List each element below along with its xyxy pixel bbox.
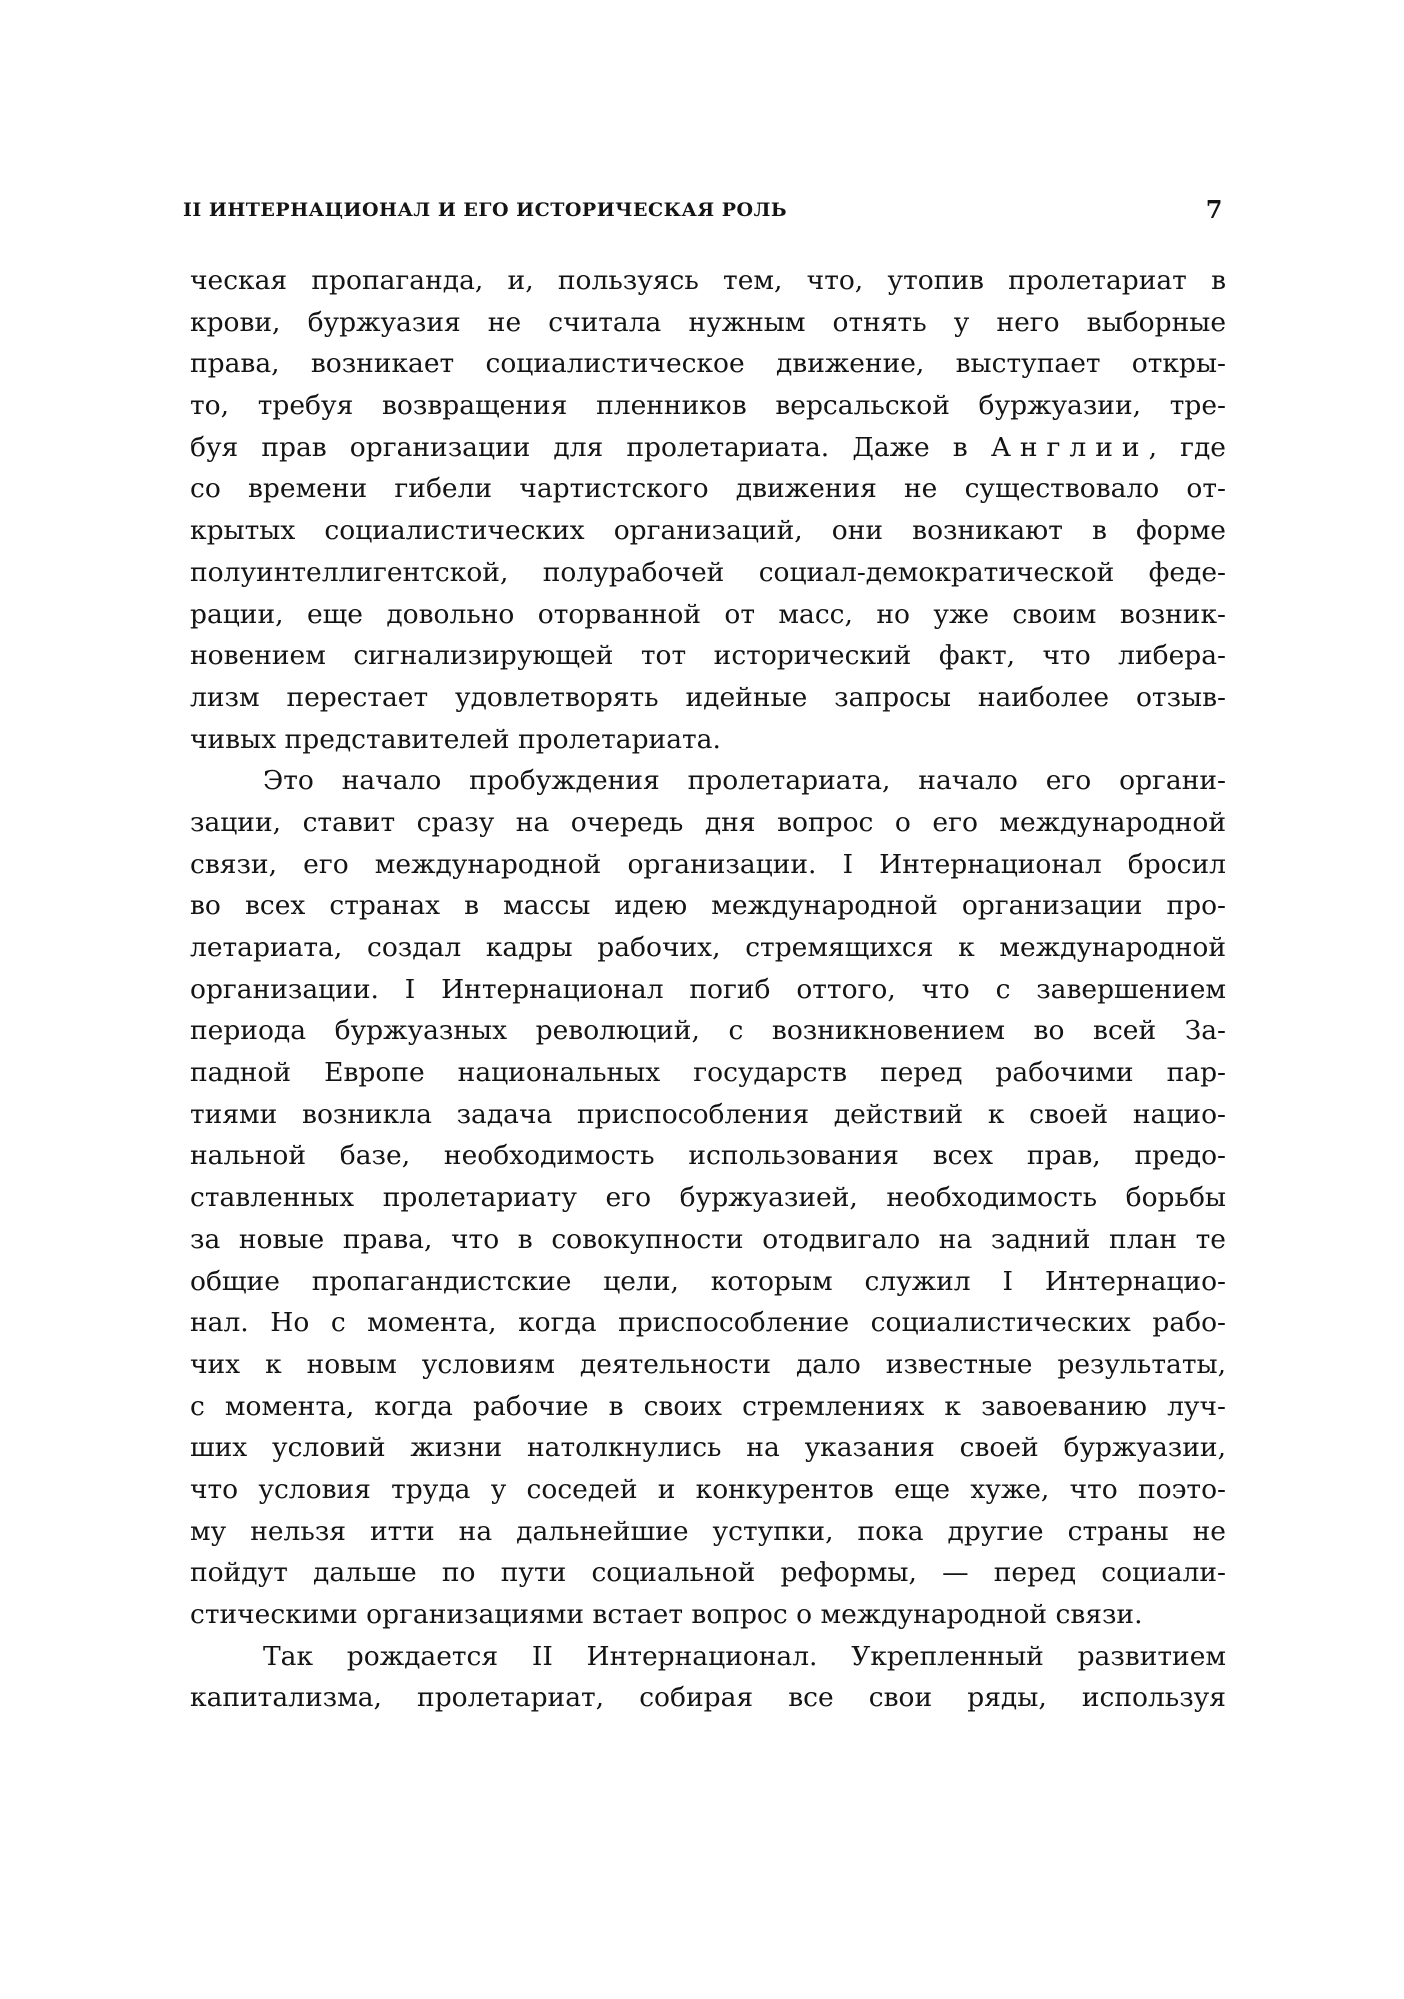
text-line: стическими организациями встает вопрос о международной связи. — [190, 1599, 1143, 1630]
text-line: му нельзя итти на дальнейшие уступки, пока другие страны не — [190, 1515, 1226, 1547]
text-line: крови, буржуазия не считала нужным отнять у него выборные — [190, 306, 1226, 338]
text-line: пойдут дальше по пути социальной реформы, — перед социали- — [190, 1557, 1226, 1589]
text-line: тиями возникла задача приспособления действий к своей нацио- — [190, 1098, 1226, 1130]
text-line: связи, его международной организации. I Интернационал бросил — [190, 848, 1226, 880]
text-line — [190, 427, 1226, 469]
text-line: нальной базе, необходимость использования всех прав, предо- — [190, 1140, 1226, 1172]
text-line: крытых социалистических организаций, они возникают в форме — [190, 515, 1226, 547]
text-line: чивых представителей пролетариата. — [190, 723, 721, 755]
text-line: организации. I Интернационал погиб оттого, что с завершением — [190, 973, 1226, 1005]
text-line: Так рождается II Интернационал. Укрепленный развитием — [263, 1640, 1226, 1672]
text-line: периода буржуазных революций, с возникновением во всей За- — [190, 1015, 1226, 1047]
page-number: 7 — [1205, 195, 1223, 224]
paragraph — [190, 1636, 1226, 1719]
text-line: ставленных пролетариату его буржуазией, необходимость борьбы — [190, 1182, 1226, 1214]
text-line: права, возникает социалистическое движение, выступает откры- — [190, 348, 1226, 380]
text-line: летариата, создал кадры рабочих, стремящихся к международной — [190, 932, 1226, 963]
text-line: лизм перестает удовлетворять идейные запросы наиболее отзыв- — [190, 681, 1226, 713]
text-line: зации, ставит сразу на очередь дня вопрос о его международной — [190, 806, 1226, 838]
text-segment: , где — [1148, 431, 1226, 463]
text-line: во всех странах в массы идею международной организации про- — [190, 890, 1226, 922]
text-line: полуинтеллигентской, полурабочей социал-демократической феде- — [190, 556, 1226, 588]
text-line: ших условий жизни натолкнулись на указания своей буржуазии, — [190, 1432, 1226, 1464]
paragraph — [190, 260, 1226, 760]
running-head — [183, 193, 1223, 227]
spaced-emphasis: Англии — [990, 431, 1149, 463]
text-line: за новые права, что в совокупности отодвигало на задний план те — [190, 1223, 1226, 1255]
text-line: капитализма, пролетариат, собирая все свои ряды, используя — [190, 1682, 1226, 1714]
text-line: Это начало пробуждения пролетариата, начало его органи- — [263, 765, 1226, 797]
text-line: что условия труда у соседей и конкурентов еще хуже, что поэто- — [190, 1473, 1226, 1505]
paragraph — [190, 760, 1226, 1635]
text-line: чих к новым условиям деятельности дало известные результаты, — [190, 1348, 1226, 1380]
text-line: общие пропагандистские цели, которым служил I Интернацио- — [190, 1265, 1226, 1297]
body-text — [190, 260, 1226, 1719]
text-line: с момента, когда рабочие в своих стремлениях к завоеванию луч- — [190, 1390, 1226, 1422]
text-line: рации, еще довольно оторванной от масс, но уже своим возник- — [190, 598, 1226, 630]
text-line: то, требуя возвращения пленников версальской буржуазии, тре- — [190, 390, 1226, 422]
text-line: падной Европе национальных государств перед рабочими пар- — [190, 1057, 1226, 1089]
running-head-title: II ИНТЕРНАЦИОНАЛ И ЕГО ИСТОРИЧЕСКАЯ РОЛЬ — [183, 199, 788, 221]
text-line: ческая пропаганда, и, пользуясь тем, что, утопив пролетариат в — [190, 265, 1226, 296]
text-segment: буя прав организации для пролетариата. Даже в — [190, 431, 991, 463]
text-line: новением сигнализирующей тот исторический факт, что либера- — [190, 640, 1226, 672]
text-line: со времени гибели чартистского движения не существовало от- — [190, 473, 1226, 505]
text-line: нал. Но с момента, когда приспособление социалистических рабо- — [190, 1307, 1226, 1339]
